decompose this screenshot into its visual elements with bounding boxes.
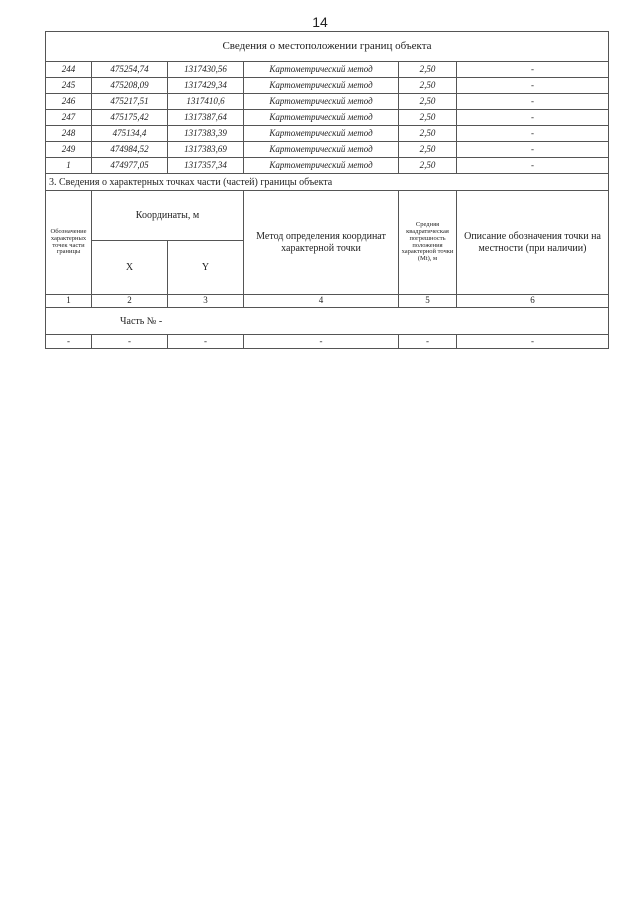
empty-cell: - (457, 335, 609, 349)
header-accuracy: Средняя квадратическая погрешность положения характерной точки (Мt), м (399, 191, 457, 295)
accuracy: 2,50 (399, 62, 457, 78)
description: - (457, 126, 609, 142)
point-number: 247 (46, 110, 92, 126)
col-index: 5 (399, 295, 457, 308)
table-row (46, 335, 609, 349)
part-label: Часть № - (46, 308, 609, 335)
method: Картометрический метод (244, 110, 399, 126)
description: - (457, 78, 609, 94)
empty-cell: - (168, 335, 244, 349)
coord-y: 1317410,6 (168, 94, 244, 110)
table-row (46, 94, 609, 110)
col-index: 1 (46, 295, 92, 308)
point-number: 246 (46, 94, 92, 110)
method: Картометрический метод (244, 62, 399, 78)
column-index-row (46, 295, 609, 308)
part-row (46, 308, 609, 335)
coord-y: 1317383,39 (168, 126, 244, 142)
coord-y: 1317430,56 (168, 62, 244, 78)
section3-title: 3. Сведения о характерных точках части (частей) границы объекта (46, 174, 609, 191)
col-index: 4 (244, 295, 399, 308)
accuracy: 2,50 (399, 94, 457, 110)
coord-y: 1317357,34 (168, 158, 244, 174)
empty-cell: - (399, 335, 457, 349)
table-row (46, 158, 609, 174)
coord-x: 475217,51 (92, 94, 168, 110)
col-index: 3 (168, 295, 244, 308)
description: - (457, 142, 609, 158)
header-row-1 (46, 191, 609, 241)
point-number: 248 (46, 126, 92, 142)
accuracy: 2,50 (399, 78, 457, 94)
method: Картометрический метод (244, 142, 399, 158)
section3-title-row (46, 174, 609, 191)
method: Картометрический метод (244, 158, 399, 174)
section-title-row (46, 32, 609, 62)
boundary-table (45, 31, 609, 349)
section-title: Сведения о местоположении границ объекта (46, 32, 609, 62)
description: - (457, 158, 609, 174)
page-number: 14 (312, 14, 328, 30)
header-description: Описание обозначения точки на местности (при наличии) (457, 191, 609, 295)
table-row (46, 78, 609, 94)
coord-x: 474984,52 (92, 142, 168, 158)
method: Картометрический метод (244, 78, 399, 94)
description: - (457, 94, 609, 110)
header-x: X (92, 241, 168, 295)
coord-x: 475175,42 (92, 110, 168, 126)
accuracy: 2,50 (399, 110, 457, 126)
accuracy: 2,50 (399, 158, 457, 174)
empty-cell: - (244, 335, 399, 349)
method: Картометрический метод (244, 94, 399, 110)
point-number: 1 (46, 158, 92, 174)
method: Картометрический метод (244, 126, 399, 142)
coord-x: 475254,74 (92, 62, 168, 78)
empty-cell: - (46, 335, 92, 349)
col-index: 2 (92, 295, 168, 308)
description: - (457, 62, 609, 78)
point-number: 245 (46, 78, 92, 94)
coord-x: 475208,09 (92, 78, 168, 94)
empty-cell: - (92, 335, 168, 349)
accuracy: 2,50 (399, 126, 457, 142)
table-row (46, 126, 609, 142)
coord-x: 475134,4 (92, 126, 168, 142)
coord-x: 474977,05 (92, 158, 168, 174)
table-row (46, 62, 609, 78)
col-index: 6 (457, 295, 609, 308)
table-row (46, 142, 609, 158)
point-number: 244 (46, 62, 92, 78)
coord-y: 1317429,34 (168, 78, 244, 94)
coord-y: 1317387,64 (168, 110, 244, 126)
header-y: Y (168, 241, 244, 295)
description: - (457, 110, 609, 126)
table-row (46, 110, 609, 126)
header-point-designation: Обозначение характерных точек части границы (46, 191, 92, 295)
coord-y: 1317383,69 (168, 142, 244, 158)
point-number: 249 (46, 142, 92, 158)
accuracy: 2,50 (399, 142, 457, 158)
header-method: Метод определения координат характерной точки (244, 191, 399, 295)
header-coords: Координаты, м (92, 191, 244, 241)
